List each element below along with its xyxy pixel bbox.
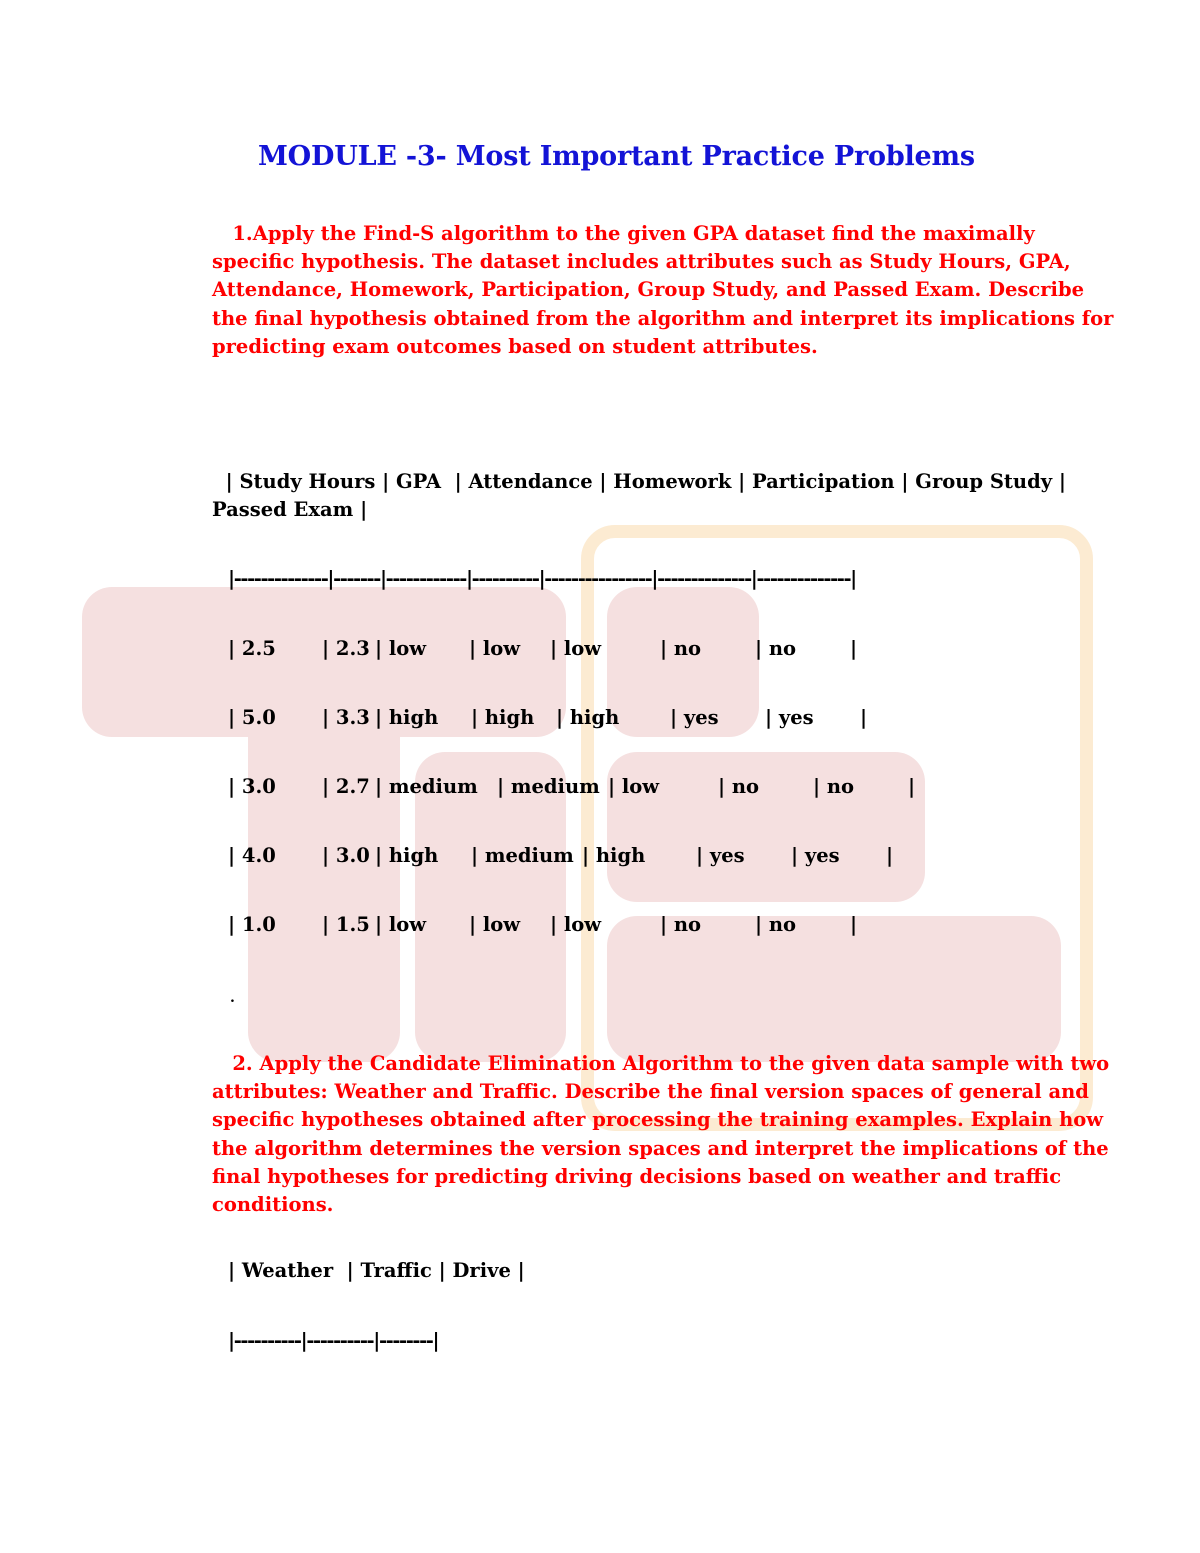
question-1-line: 1.Apply the Find-S algorithm to the given GPA dataset find the maximally <box>212 222 1035 245</box>
table1-header: | Study Hours | GPA | Attendance | Homework | Participation | Group Study | <box>212 470 1066 493</box>
question-2 <box>212 1050 1110 1219</box>
cell: | high <box>471 706 535 729</box>
cell: | no <box>660 913 702 936</box>
cell: | <box>886 844 894 867</box>
cell: | 4.0 <box>228 844 276 867</box>
cell: | low <box>469 913 521 936</box>
cell: | <box>908 775 916 798</box>
cell: | low <box>375 637 427 660</box>
cell: | 3.3 <box>322 706 370 729</box>
cell: | high <box>556 706 620 729</box>
cell: | 3.0 <box>322 844 370 867</box>
cell: | medium <box>497 775 600 798</box>
cell: | low <box>608 775 660 798</box>
cell: | medium <box>375 775 478 798</box>
question-1-line: specific hypothesis. The dataset includes attributes such as Study Hours, GPA, <box>212 250 1071 274</box>
trailing-dot: . <box>230 990 235 1006</box>
cell: | low <box>375 913 427 936</box>
pink-highlight-bottom-right <box>607 916 1061 1062</box>
question-2-line: conditions. <box>212 1193 334 1217</box>
question-1-line: Attendance, Homework, Participation, Group Study, and Passed Exam. Describe <box>212 278 1085 302</box>
cell: | high <box>375 844 439 867</box>
question-2-line: 2. Apply the Candidate Elimination Algorithm to the given data sample with two <box>212 1052 1110 1075</box>
cell: | yes <box>670 706 719 729</box>
table2-header: | Weather | Traffic | Drive | <box>228 1259 525 1282</box>
cell: | 5.0 <box>228 706 276 729</box>
cell: | yes <box>696 844 745 867</box>
cell: | low <box>469 637 521 660</box>
pink-highlight-middle-column <box>415 752 566 1062</box>
cell: | low <box>550 913 602 936</box>
cell: | 2.3 <box>322 637 370 660</box>
cell: | no <box>813 775 855 798</box>
cell: | <box>850 637 858 660</box>
question-2-line: the algorithm determines the version spaces and interpret the implications of the <box>212 1136 1109 1160</box>
cell: | yes <box>791 844 840 867</box>
cell: | no <box>660 637 702 660</box>
question-2-line: specific hypotheses obtained after processing the training examples. Explain how <box>212 1108 1104 1132</box>
cell: | no <box>755 913 797 936</box>
cell: | no <box>718 775 760 798</box>
question-2-line: final hypotheses for predicting driving decisions based on weather and traffic <box>212 1164 1062 1188</box>
cell: | 1.0 <box>228 913 276 936</box>
cell: | 2.5 <box>228 637 276 660</box>
cell: | 2.7 <box>322 775 370 798</box>
table1-separator: |--------------|-------|------------|----------|----------------|--------------|--------------| <box>228 567 856 590</box>
question-1-line: the final hypothesis obtained from the algorithm and interpret its implications for <box>212 306 1114 330</box>
cell: | 3.0 <box>228 775 276 798</box>
question-1 <box>212 220 1114 361</box>
cell: | 1.5 <box>322 913 370 936</box>
pink-highlight-left-column <box>248 700 400 1062</box>
cell: | low <box>550 637 602 660</box>
question-1-line: predicting exam outcomes based on student attributes. <box>212 334 818 358</box>
cell: | <box>860 706 868 729</box>
question-2-line: attributes: Weather and Traffic. Describe the final version spaces of general and <box>212 1080 1089 1104</box>
table2-separator: |----------|----------|--------| <box>228 1329 439 1352</box>
cell: | yes <box>765 706 814 729</box>
cell: | <box>850 913 858 936</box>
cell: | medium <box>471 844 574 867</box>
cell: | no <box>755 637 797 660</box>
page-title: MODULE -3- Most Important Practice Problems <box>258 141 975 172</box>
table1-header-continued: Passed Exam | <box>212 498 368 521</box>
cell: | high <box>582 844 646 867</box>
cell: | high <box>375 706 439 729</box>
